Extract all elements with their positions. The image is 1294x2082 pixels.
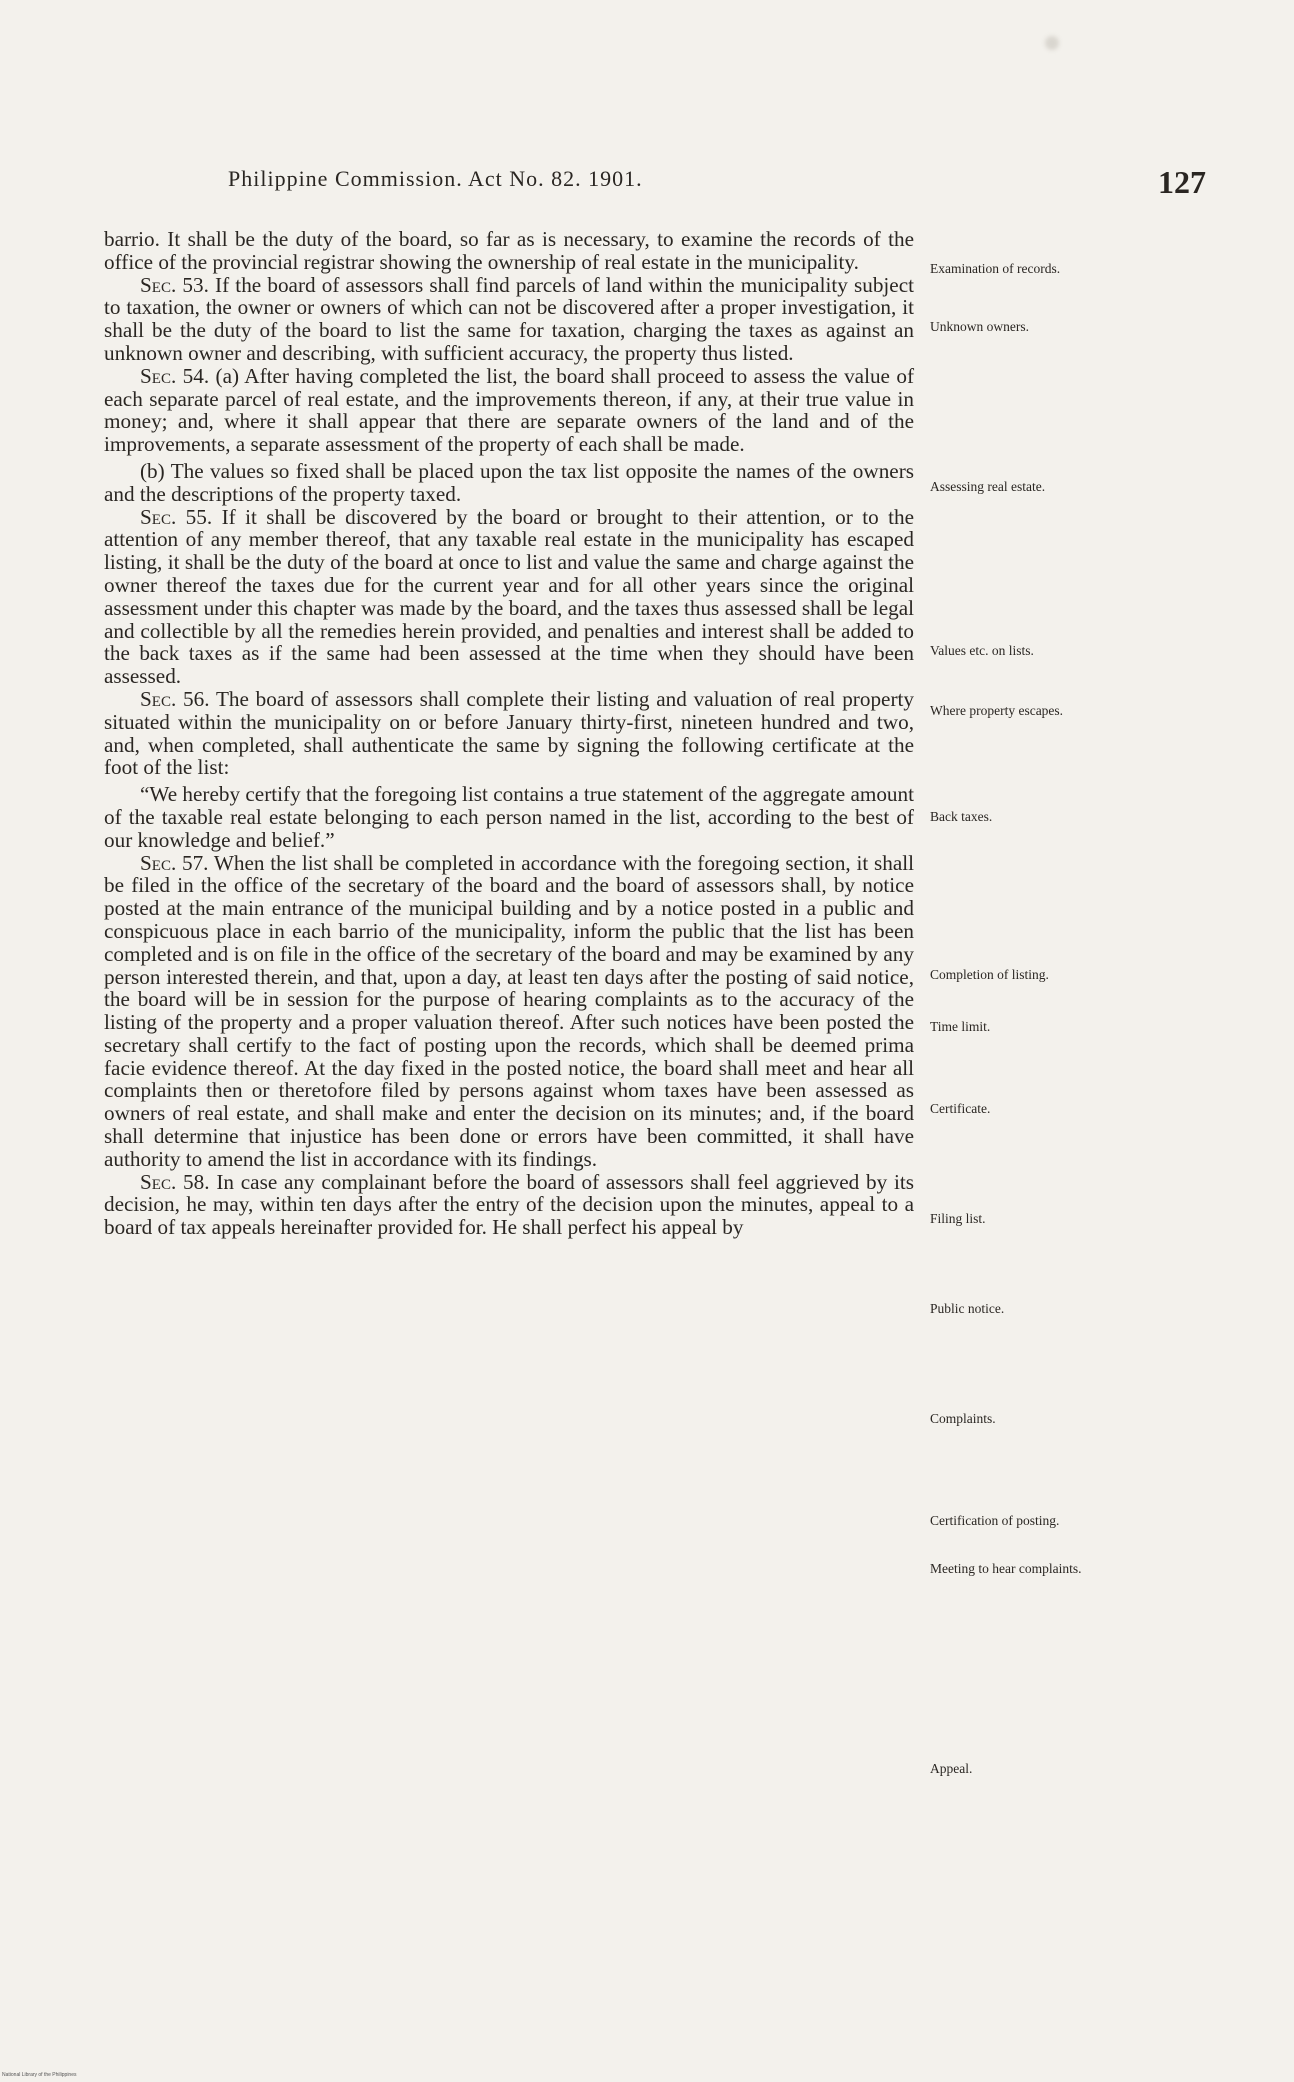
margin-note: Examination of records. [930,261,1061,276]
paragraph-text: (a) After having completed the list, the board shall proceed to assess the value of each separate parcel of real estate, and the improvements thereon, if any, at their true value in money; and, where it shall appear that there are separate owners of the land and of the improvements, a separate assessment of the property of each shall be made. [104,363,915,457]
paragraph-text: “We hereby certify that the foregoing list contains a true statement of the aggregate amount of the taxable real estate belonging to each person named in the list, according to the best of our knowledge and belief.” [104,782,914,852]
section-number: Sec. 54. [140,363,210,388]
margin-note: Values etc. on lists. [930,643,1034,658]
paragraph-text: If it shall be discovered by the board or brought to their attention, or to the attention of any member thereof, that any taxable real estate in the municipality has escaped listing, it shall be the duty of the board at once to list and value the same and charge against the owner thereof the taxes due for the current year and for all other years since the original assessment under this chapter was made by the board, and the taxes thus assessed shall be legal and collectible by all the remedies herein provided, and penalties and interest shall be added to the back taxes as if the same had been assessed at the time when they should have been assessed. [104,504,915,689]
paragraph-sec-58 [104,1171,914,1239]
margin-note: Unknown owners. [930,319,1029,334]
section-number: Sec. 56. [140,686,210,711]
running-header: Philippine Commission. Act No. 82. 1901. [228,166,643,191]
section-number: Sec. 58. [140,1169,210,1194]
paragraph-sec-55 [104,506,914,688]
margin-note: Time limit. [930,1019,991,1034]
paragraph-text: If the board of assessors shall find parcels of land within the municipality subject to taxation, the owner or owners of which can not be discovered after a proper investigation, it shall be the duty of the board to list the same for taxation, charging the taxes as against an unknown owner and describing, with sufficient accuracy, the property thus listed. [104,272,915,365]
paragraph-sec-56 [104,688,914,779]
paragraph-text: The board of assessors shall complete their listing and valuation of real property situated within the municipality on or before January thirty-first, nineteen hundred and two, and, when completed, shall authenticate the same by signing the following certificate at the foot of the list: [104,686,914,780]
margin-note: Certification of posting. [930,1513,1060,1528]
library-footer: National Library of the Philippines [2,2072,77,2078]
margin-note: Assessing real estate. [930,479,1046,494]
margin-note: Complaints. [930,1411,996,1426]
margin-note: Appeal. [930,1761,973,1776]
paragraph-certificate [104,783,914,851]
section-number: Sec. 57. [140,850,209,875]
paragraph-barrio [104,228,914,274]
margin-note: Meeting to hear complaints. [930,1561,1082,1576]
paragraph-sec-53 [104,274,914,365]
paper-blemish [1045,36,1059,50]
section-number: Sec. 53. [140,272,209,297]
section-number: Sec. 55. [140,504,213,529]
paragraph-text: When the list shall be completed in accordance with the foregoing section, it shall be filed in the office of the secretary of the board and the board of assessors shall, by notice posted at the main entrance of the municipal building and by a notice posted in a public and conspicuous place in each barrio of the municipality, inform the public that the list has been completed and is on file in the office of the secretary of the board and may be examined by any person interested therein, and that, upon a day, at least ten days after the posting of said notice, the board will be in session for the purpose of hearing complaints as to the accuracy of the listing of the property and a proper valuation thereof. After such notices have been posted the secretary shall certify to the fact of posting upon the records, which shall be deemed prima facie evidence thereof. At the day fixed in the posted notice, the board shall meet and hear all complaints then or theretofore filed by persons against whom taxes have been assessed as owners of real estate, and shall make and enter the decision on its minutes; and, if the board shall determine that injustice has been done or errors have been committed, it shall have authority to amend the list in accordance with its findings. [104,850,914,1171]
page-number: 127 [1158,164,1206,200]
paragraph-sec-54b [104,460,914,506]
margin-note: Certificate. [930,1101,991,1116]
paragraph-text: In case any complainant before the board of assessors shall feel aggrieved by its decision, he may, within ten days after the entry of the decision upon the minutes, appeal to a board of tax appeals hereinafter provided for. He shall perfect his appeal by [104,1169,915,1240]
margin-note: Filing list. [930,1211,986,1226]
paragraph-sec-57 [104,852,914,1171]
margin-note: Public notice. [930,1301,1005,1316]
margin-note: Where property escapes. [930,703,1064,718]
paragraph-text: (b) The values so fixed shall be placed upon the tax list opposite the names of the owners and the descriptions of the property taxed. [104,458,914,506]
body-text [104,228,914,1239]
margin-note: Back taxes. [930,809,993,824]
paragraph-sec-54a [104,365,914,456]
paragraph-text: barrio. It shall be the duty of the board, so far as is necessary, to examine the records of the office of the provincial registrar showing the ownership of real estate in the municipality. [104,227,914,274]
margin-note: Completion of listing. [930,967,1049,982]
